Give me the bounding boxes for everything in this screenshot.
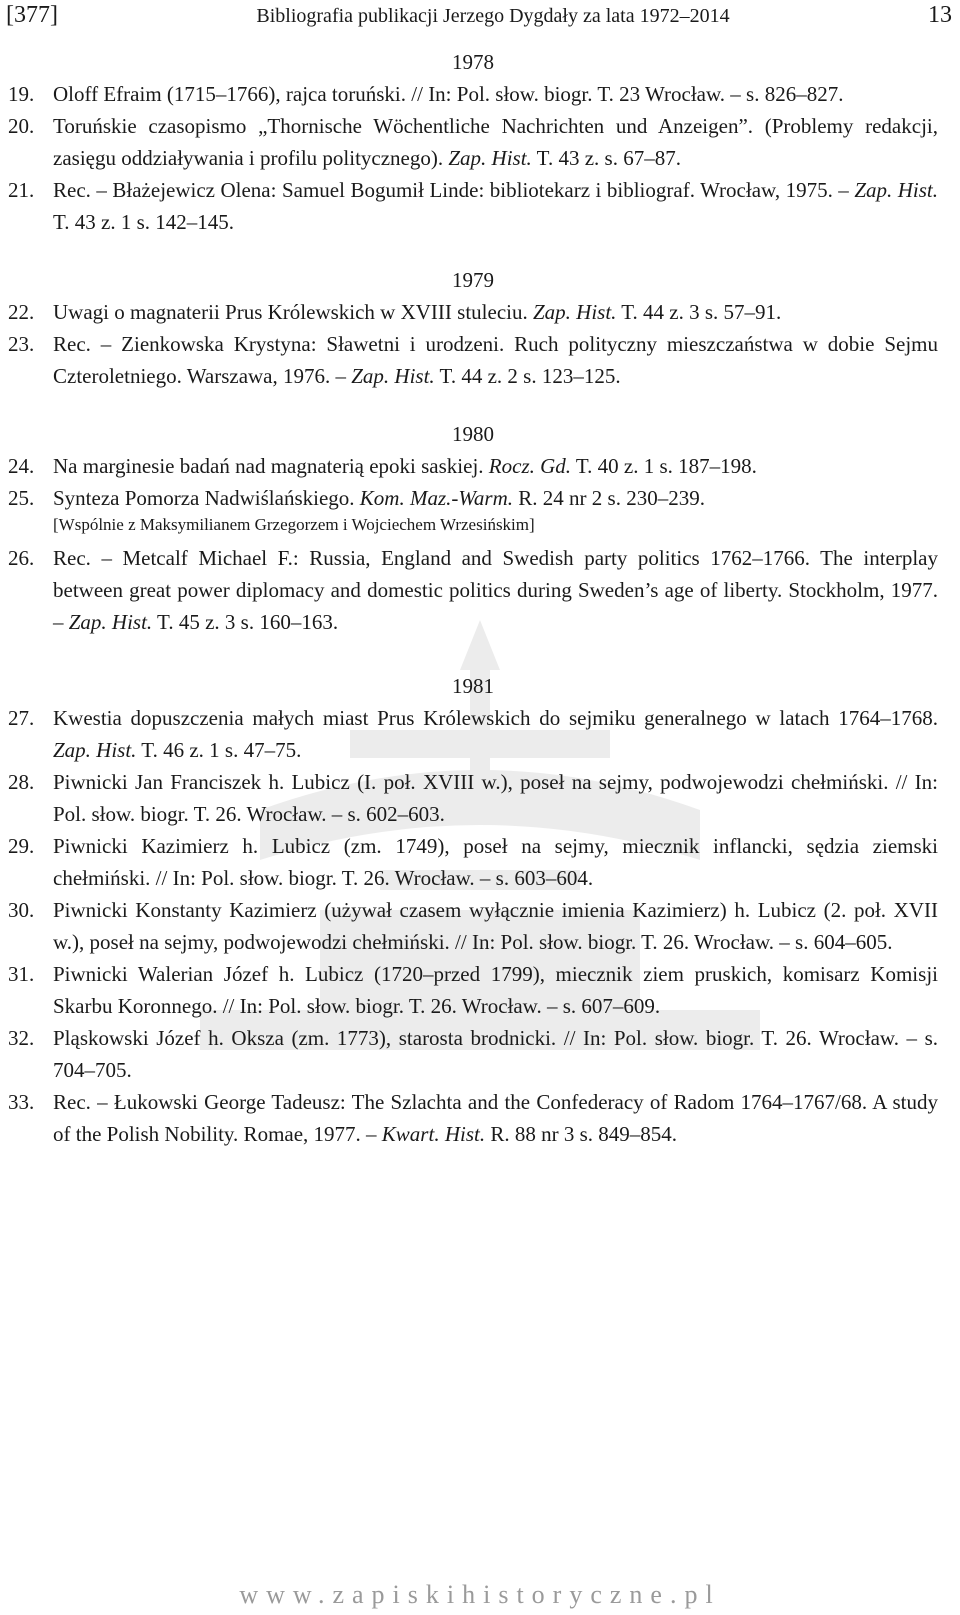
journal-title: Zap. Hist. — [532, 300, 617, 324]
bibliography-entry — [8, 894, 938, 958]
entry-text: Kwestia dopuszczenia małych miast Prus Królewskich do sejmiku generalnego w latach 1764–1768. — [53, 706, 938, 730]
bibliography-entry — [8, 110, 938, 174]
running-title: Bibliografia publikacji Jerzego Dygdały za lata 1972–2014 — [256, 5, 730, 27]
entry-text: Piwnicki Jan Franciszek h. Lubicz (I. poł. XVIII w.), poseł na sejmy, podwojewodzi chełmiński. // In: Pol. słow. biogr. T. 26. Wrocław. – s. 602–603. — [53, 770, 938, 826]
entry-number: 29. — [8, 834, 35, 858]
entry-number: 31. — [8, 962, 35, 986]
entry-number: 27. — [8, 706, 35, 730]
entry-number: 19. — [8, 82, 35, 106]
bibliography-entry — [8, 1086, 938, 1150]
bibliography-entry — [8, 78, 938, 110]
entry-text: T. 46 z. 1 s. 47–75. — [136, 738, 302, 762]
bibliography-entry — [8, 174, 938, 238]
entry-text: R. 24 nr 2 s. 230–239. — [513, 486, 705, 510]
year-heading: 1978 — [452, 50, 494, 74]
entry-text: Pląskowski Józef h. Oksza (zm. 1773), starosta brodnicki. // In: Pol. słow. biogr. T. 26. Wrocław. – s. 704–705. — [53, 1026, 938, 1082]
entry-text: Na marginesie badań nad magnaterią epoki saskiej. — [53, 454, 489, 478]
journal-title: Zap. Hist. — [53, 738, 137, 762]
entry-text: T. 40 z. 1 s. 187–198. — [571, 454, 757, 478]
entry-number: 28. — [8, 770, 35, 794]
entry-text: Piwnicki Kazimierz h. Lubicz (zm. 1749), poseł na sejmy, miecznik inflancki, sędzia ziemski chełmiński. // In: Pol. słow. biogr. T. 26. Wrocław. – s. 603–604. — [53, 834, 938, 890]
entry-number: 22. — [8, 300, 35, 324]
entry-note: [Wspólnie z Maksymilianem Grzegorzem i Wojciechem Wrzesińskim] — [53, 515, 535, 534]
entry-text: T. 44 z. 2 s. 123–125. — [434, 364, 621, 388]
entry-number: 26. — [8, 546, 35, 570]
entry-text: T. 43 z. s. 67–87. — [531, 146, 681, 170]
entry-number: 33. — [8, 1090, 35, 1114]
running-header — [6, 2, 952, 36]
entry-number: 21. — [8, 178, 35, 202]
entry-number: 30. — [8, 898, 35, 922]
bibliography-entry — [8, 542, 938, 638]
entry-number: 23. — [8, 332, 35, 356]
entry-text: Synteza Pomorza Nadwiślańskiego. — [53, 486, 360, 510]
bibliography-entry — [8, 482, 938, 514]
entry-text: T. 43 z. 1 s. 142–145. — [53, 210, 235, 234]
entry-text: Uwagi o magnaterii Prus Królewskich w XVIII stuleciu. — [53, 300, 533, 324]
entry-number: 24. — [8, 454, 35, 478]
entry-number: 20. — [8, 114, 35, 138]
bibliography-entry — [8, 450, 938, 482]
bibliography-body — [8, 46, 938, 1150]
entry-text: T. 44 z. 3 s. 57–91. — [616, 300, 782, 324]
entry-text: Rec. – Błażejewicz Olena: Samuel Bogumił Linde: bibliotekarz i bibliograf. Wrocław, 1975. – — [53, 178, 855, 202]
entry-text: Piwnicki Konstanty Kazimierz (używał czasem wyłącznie imienia Kazimierz) h. Lubicz (2. poł. XVII w.), poseł na sejmy, podwojewodzi chełmiński. // In: Pol. słow. biogr. T. 26. Wrocław. – s. 604–605. — [53, 898, 938, 954]
bibliography-entry — [8, 830, 938, 894]
journal-title: Kwart. Hist. — [381, 1122, 486, 1146]
entry-text: Piwnicki Walerian Józef h. Lubicz (1720–przed 1799), miecznik ziem pruskich, komisarz Komisji Skarbu Koronnego. // In: Pol. słow. biogr. T. 26. Wrocław. – s. 607–609. — [53, 962, 938, 1018]
journal-title: Zap. Hist. — [351, 364, 435, 388]
bibliography-entry — [8, 958, 938, 1022]
entry-text: Rec. – Łukowski George Tadeusz: The Szlachta and the Confederacy of Radom 1764–1767/68. A study of the Polish Nobility. Romae, 1977. – — [53, 1090, 938, 1146]
entry-number: 25. — [8, 486, 35, 510]
journal-title: Kom. Maz.-Warm. — [359, 486, 514, 510]
journal-title: Zap. Hist. — [68, 610, 153, 634]
entry-text: Oloff Efraim (1715–1766), rajca toruński. // In: Pol. słow. biogr. T. 23 Wrocław. – s. 826–827. — [53, 82, 844, 106]
entry-text: T. 45 z. 3 s. 160–163. — [152, 610, 339, 634]
entry-text: Rec. – Metcalf Michael F.: Russia, England and Swedish party politics 1762–1766. The interplay between great power diplomacy and domestic politics during Sweden’s age of liberty. Stockholm, 1977. – — [53, 546, 938, 634]
journal-title: Zap. Hist. — [854, 178, 938, 202]
bibliography-entry — [8, 328, 938, 392]
year-heading: 1981 — [452, 674, 494, 698]
journal-title: Zap. Hist. — [448, 146, 532, 170]
page-number: 13 — [928, 2, 952, 28]
bibliography-entry — [8, 296, 938, 328]
bibliography-entry — [8, 1022, 938, 1086]
year-heading: 1979 — [452, 268, 494, 292]
bibliography-entry — [8, 702, 938, 766]
footer-url: www.zapiskihistoryczne.pl — [239, 1580, 721, 1609]
bibliography-entry — [8, 766, 938, 830]
page-id: [377] — [6, 2, 58, 28]
journal-title: Rocz. Gd. — [488, 454, 572, 478]
entry-text: Rec. – Zienkowska Krystyna: Sławetni i urodzeni. Ruch polityczny mieszczaństwa w dobie Sejmu Czteroletniego. Warszawa, 1976. – — [53, 332, 938, 388]
entry-number: 32. — [8, 1026, 35, 1050]
entry-text: Toruńskie czasopismo „Thornische Wöchentliche Nachrichten und Anzeigen”. (Problemy redakcji, zasięgu oddziaływania i profilu politycznego). — [53, 114, 938, 170]
entry-text: R. 88 nr 3 s. 849–854. — [485, 1122, 678, 1146]
year-heading: 1980 — [452, 422, 494, 446]
